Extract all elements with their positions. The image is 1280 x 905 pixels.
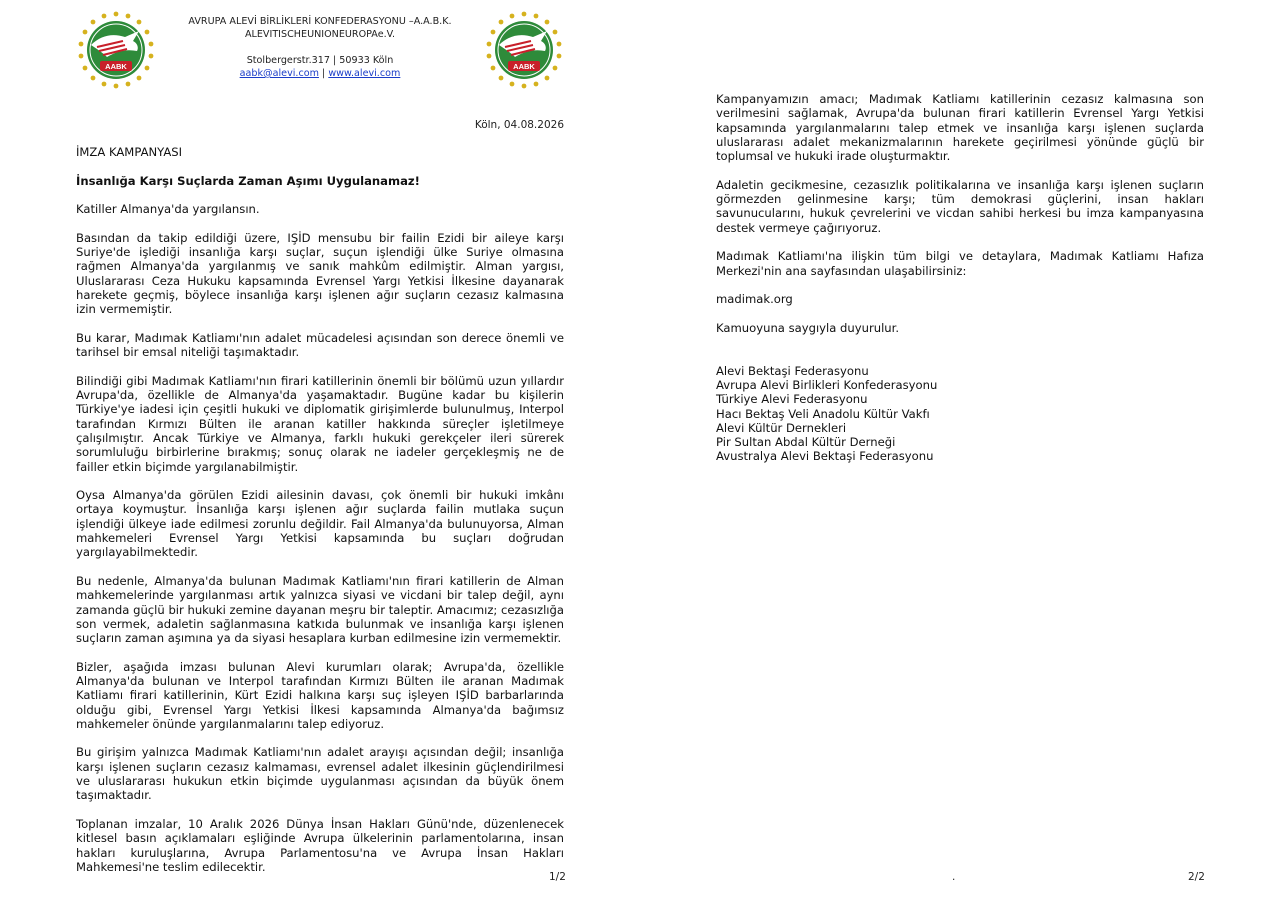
logo-text: AABK bbox=[513, 62, 535, 71]
aabk-logo-left bbox=[77, 11, 155, 89]
footer-mark: . bbox=[952, 871, 956, 883]
signatory: Avustralya Alevi Bektaşi Federasyonu bbox=[716, 449, 934, 464]
paragraph: Bilindiği gibi Madımak Katliamı'nın firari katillerinin önemli bir bölümü uzun yıllardır Avrupa'da, özellikle de Almanya'da yaşamaktadır. Bugüne kadar bu kişilerin Türkiye'ye iadesi için çeşitli hukuki ve diplomatik girişimlerde bulunulmuş, Interpol tarafından Kırmızı Bülten ile aranan katiller hakkında süreçler işletilmeye çalışılmıştır. Ancak Türkiye ve Almanya, farklı hukuki gerekçeler ileri sürerek sorumluluğu birbirlerine bırakmış; sonuç olarak ne iadeler gerçekleşmiş ne de failler etkin biçimde yargılanabilmiştir. bbox=[76, 373, 564, 474]
aabk-logo-right bbox=[485, 11, 563, 89]
page2-body bbox=[716, 92, 1204, 464]
letter-date: Köln, 04.08.2026 bbox=[474, 119, 564, 131]
email-link[interactable]: aabk@alevi.com bbox=[239, 68, 319, 79]
paragraph: Toplanan imzalar, 10 Aralık 2026 Dünya İnsan Hakları Günü'nde, düzenlenecek kitlesel basın açıklamaları eşliğinde Avrupa ülkelerinin parlamentolarına, insan hakları kuruluşlarına, Avrupa Parlamentosu'na ve Avrupa İnsan Hakları Mahkemesi'ne teslim edilecektir. bbox=[76, 816, 564, 874]
contact-line bbox=[154, 67, 486, 80]
org-name-line1: AVRUPA ALEVİ BİRLİKLERİ KONFEDERASYONU –A.A.B.K. bbox=[188, 16, 452, 27]
closing-line: Kamuoyuna saygıyla duyurulur. bbox=[716, 320, 900, 335]
paragraph: Bu karar, Madımak Katliamı'nın adalet mücadelesi açısından son derece önemli ve tarihsel bir emsal niteliği taşımaktadır. bbox=[76, 330, 564, 360]
campaign-headline: İnsanlığa Karşı Suçlarda Zaman Aşımı Uygulanamaz! bbox=[76, 173, 420, 188]
paragraph: Oysa Almanya'da görülen Ezidi ailesinin davası, çok önemli bir hukuki imkânı ortaya koymuştur. İnsanlığa karşı işlenen ağır suçlarda failin mutlaka suçun işlendiği ülkeye iade edilmesi zorunlu değildir. Fail Almanya'da bulunuyorsa, Alman mahkemeleri Evrensel Yargı Yetkisi kapsamında bu suçları doğrudan yargılayabilmektedir. bbox=[76, 488, 564, 560]
campaign-title: İMZA KAMPANYASI bbox=[76, 145, 183, 159]
page1-body bbox=[76, 145, 564, 888]
page-number-1: 1/2 bbox=[549, 871, 566, 883]
signatory: Pir Sultan Abdal Kültür Derneği bbox=[716, 435, 896, 450]
website-link[interactable]: www.alevi.com bbox=[328, 68, 401, 79]
signatory: Avrupa Alevi Birlikleri Konfederasyonu bbox=[716, 377, 938, 392]
paragraph: Madımak Katliamı'na ilişkin tüm bilgi ve detaylara, Madımak Katliamı Hafıza Merkezi'nin ana sayfasından ulaşabilirsiniz: bbox=[716, 249, 1204, 278]
signatory-list bbox=[716, 364, 1204, 464]
page-number-2: 2/2 bbox=[1188, 871, 1205, 883]
paragraph: Basından da takip edildiği üzere, IŞİD mensubu bir failin Ezidi bir aileye karşı Suriye'de işlediği insanlığa karşı suçlar, suçun işlendiği ülke Suriye olmasına rağmen Almanya'da yargılanmış ve sanık mahkûm edilmiştir. Alman yargısı, Uluslararası Ceza Hukuku kapsamında Evrensel Yargı Yetkisi İlkesine dayanarak harekete geçmiş, böylece insanlığa karşı işlenen ağır suçların cezasız kalmasına izin vermemiştir. bbox=[76, 230, 564, 317]
org-name-line2: ALEVITISCHEUNIONEUROPAe.V. bbox=[244, 29, 396, 40]
signatory: Hacı Bektaş Veli Anadolu Kültür Vakfı bbox=[716, 406, 930, 421]
paragraph: Kampanyamızın amacı; Madımak Katliamı katillerinin cezasız kalmasına son verilmesini sağlamak, Avrupa'da bulunan firari katillerin Evrensel Yargı Yetkisi kapsamında yargılanmalarını talep etmek ve insanlığa karşı işlenen suçlarda uluslararası adalet mekanizmalarının harekete geçirilmesi yönünde güçlü bir toplumsal ve hukuki irade oluşturmaktır. bbox=[716, 92, 1204, 164]
signatory: Türkiye Alevi Federasyonu bbox=[716, 392, 868, 407]
paragraph: Adaletin gecikmesine, cezasızlık politikalarına ve insanlığa karşı işlenen suçların görmezden gelinmesine karşı; tüm demokrasi güçlerini, insan hakları savunucularını, hukuk çevrelerini ve vicdan sahibi herkesi bu imza kampanyasına destek vermeye çağırıyoruz. bbox=[716, 177, 1204, 235]
campaign-subhead: Katiller Almanya'da yargılansın. bbox=[76, 202, 260, 217]
signatory: Alevi Kültür Dernekleri bbox=[716, 420, 847, 435]
org-address: Stolbergerstr.317 | 50933 Köln bbox=[246, 55, 394, 66]
paragraph: Bizler, aşağıda imzası bulunan Alevi kurumları olarak; Avrupa'da, özellikle Almanya'da bulunan ve Interpol tarafından Kırmızı Bülten ile aranan Madımak Katliamı firari katillerinin, Kürt Ezidi halkına karşı suç işleyen IŞİD barbarlarında olduğu gibi, Evrensel Yargı Yetkisi İlkesi kapsamında Almanya'da bağımsız mahkemeler önünde yargılanmalarını talep ediyoruz. bbox=[76, 659, 564, 731]
contact-separator: | bbox=[322, 68, 326, 79]
letterhead bbox=[154, 15, 486, 80]
letter-page-2 bbox=[716, 0, 1204, 905]
logo-text: AABK bbox=[105, 62, 127, 71]
paragraph: Bu girişim yalnızca Madımak Katliamı'nın adalet arayışı açısından değil; insanlığa karşı işlenen suçların cezasız kalmaması, evrensel adalet ilkesinin güçlendirilmesi ve uluslararası hukukun etkin biçimde uygulanması açısından da büyük önem taşımaktadır. bbox=[76, 745, 564, 803]
signatory: Alevi Bektaşi Federasyonu bbox=[716, 363, 869, 378]
letter-page-1 bbox=[76, 0, 564, 905]
madimak-url: madimak.org bbox=[716, 292, 793, 307]
paragraph: Bu nedenle, Almanya'da bulunan Madımak Katliamı'nın firari katillerin de Alman mahkemelerinde yargılanması artık yalnızca siyasi ve vicdani bir talep değil, aynı zamanda güçlü bir hukuki zemine dayanan meşru bir taleptir. Amacımız; cezasızlığa son vermek, adaletin sağlanmasına katkıda bulunmak ve insanlığa karşı işlenen suçların zaman aşımına ya da siyasi hesaplara kurban edilmesine izin vermemektir. bbox=[76, 573, 564, 646]
